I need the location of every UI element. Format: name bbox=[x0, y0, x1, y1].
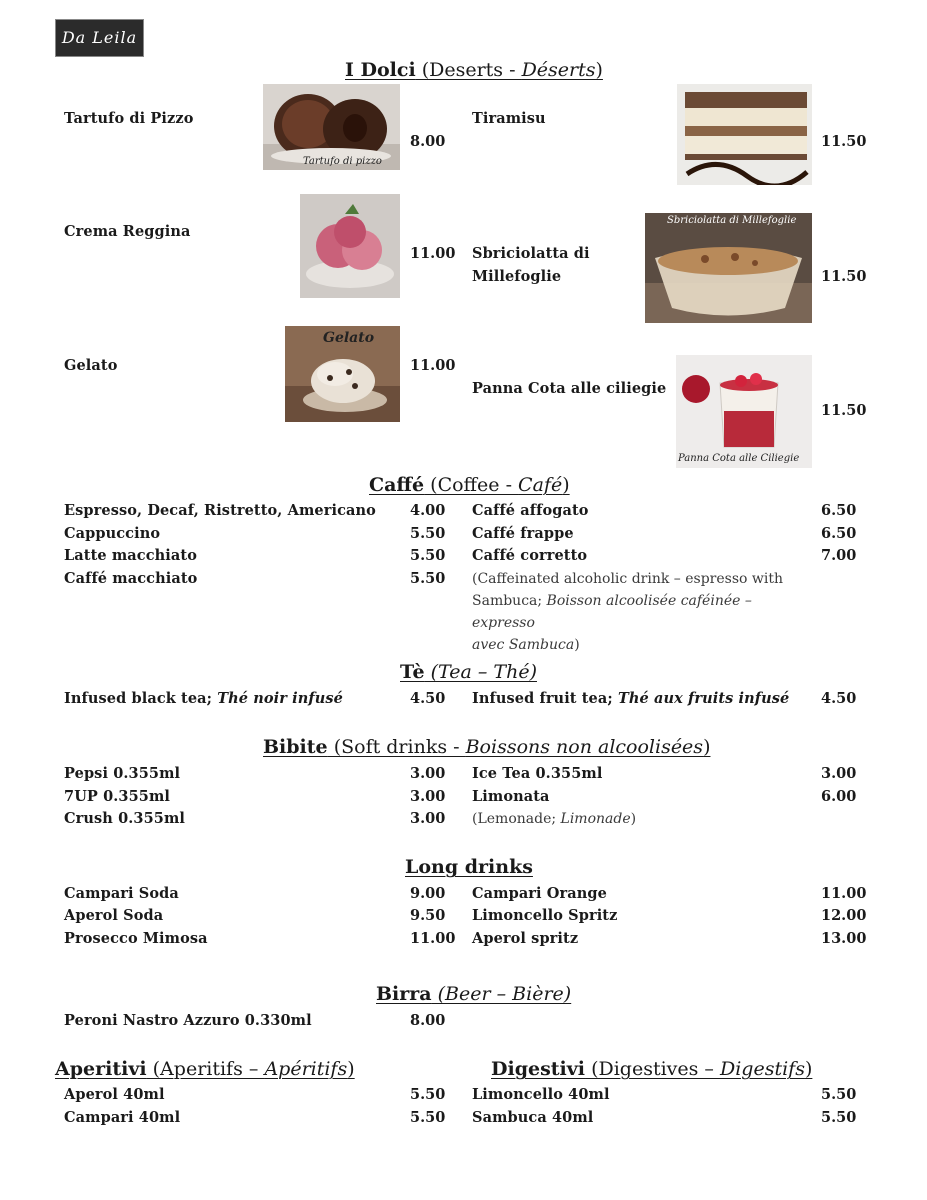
tartufo-photo bbox=[263, 84, 400, 170]
menu-item-name-line2: Millefoglie bbox=[472, 268, 562, 285]
menu-item-price: 7.00 bbox=[821, 547, 857, 564]
menu-item-name: Gelato bbox=[64, 357, 118, 374]
menu-item-price: 5.50 bbox=[410, 525, 446, 542]
menu-item-name: Aperol spritz bbox=[472, 930, 579, 947]
menu-item-price: 11.50 bbox=[821, 133, 867, 150]
menu-item-price: 5.50 bbox=[410, 1086, 446, 1103]
menu-item-price: 11.50 bbox=[821, 268, 867, 285]
panna-cota-photo bbox=[676, 355, 812, 468]
menu-item-name: Sambuca 40ml bbox=[472, 1109, 594, 1126]
menu-item-price: 8.00 bbox=[410, 133, 446, 150]
photo-caption: Panna Cota alle Ciliegie bbox=[678, 453, 800, 464]
section-title-tea: Tè (Tea – Thé) bbox=[400, 661, 537, 683]
section-title-beer: Birra (Beer – Bière) bbox=[376, 983, 572, 1005]
menu-item-price: 11.00 bbox=[410, 245, 456, 262]
menu-item-name: Cappuccino bbox=[64, 525, 161, 542]
menu-item-price: 6.00 bbox=[821, 788, 857, 805]
menu-item-price: 9.00 bbox=[410, 885, 446, 902]
menu-item-name: Campari 40ml bbox=[64, 1109, 181, 1126]
menu-item-price: 3.00 bbox=[410, 788, 446, 805]
section-title-aperitifs: Aperitivi (Aperitifs – Apéritifs) bbox=[55, 1058, 355, 1080]
menu-item-name: Latte macchiato bbox=[64, 547, 197, 564]
menu-item-price: 6.50 bbox=[821, 502, 857, 519]
sbriciolatta-photo bbox=[645, 213, 812, 323]
menu-item-price: 11.00 bbox=[410, 930, 456, 947]
menu-item-price: 3.00 bbox=[821, 765, 857, 782]
menu-item-price: 11.00 bbox=[410, 357, 456, 374]
menu-item-price: 3.00 bbox=[410, 810, 446, 827]
menu-item-name: Infused black tea; Thé noir infusé bbox=[64, 690, 343, 707]
menu-item-price: 11.00 bbox=[821, 885, 867, 902]
menu-item-name: Tiramisu bbox=[472, 110, 546, 127]
menu-item-name: Limoncello Spritz bbox=[472, 907, 618, 924]
menu-item-name: Campari Soda bbox=[64, 885, 179, 902]
menu-item-price: 9.50 bbox=[410, 907, 446, 924]
menu-item-price: 8.00 bbox=[410, 1012, 446, 1029]
section-title-long-drinks: Long drinks bbox=[405, 856, 533, 878]
section-title-desserts: I Dolci (Deserts - Déserts) bbox=[345, 59, 603, 81]
menu-item-name: Campari Orange bbox=[472, 885, 607, 902]
menu-item-name: Caffé macchiato bbox=[64, 570, 198, 587]
menu-item-name: Limonata bbox=[472, 788, 550, 805]
menu-item-price: 4.50 bbox=[821, 690, 857, 707]
tiramisu-photo bbox=[677, 84, 812, 185]
menu-item-name: Crema Reggina bbox=[64, 223, 191, 240]
menu-item-name: Caffé corretto bbox=[472, 547, 588, 564]
gelato-photo bbox=[285, 326, 400, 422]
menu-item-name: Caffé frappe bbox=[472, 525, 574, 542]
menu-item-name: Caffé affogato bbox=[472, 502, 589, 519]
menu-item-price: 6.50 bbox=[821, 525, 857, 542]
menu-item-price: 5.50 bbox=[410, 1109, 446, 1126]
menu-item-name: Ice Tea 0.355ml bbox=[472, 765, 603, 782]
menu-item-name: Infused fruit tea; Thé aux fruits infusé bbox=[472, 690, 790, 707]
menu-item-name: Prosecco Mimosa bbox=[64, 930, 208, 947]
caffe-corretto-note: (Caffeinated alcoholic drink – espresso with Sambuca; Boisson alcoolisée caféinée – expresso avec Sambuca) bbox=[472, 571, 783, 653]
section-title-digestifs: Digestivi (Digestives – Digestifs) bbox=[491, 1058, 813, 1080]
menu-item-name: Limoncello 40ml bbox=[472, 1086, 610, 1103]
menu-item-price: 5.50 bbox=[821, 1109, 857, 1126]
menu-item-price: 13.00 bbox=[821, 930, 867, 947]
section-title-soft-drinks: Bibite (Soft drinks - Boissons non alcoolisées) bbox=[263, 736, 711, 758]
menu-item-name-line1: Sbriciolatta di bbox=[472, 245, 590, 262]
menu-item-price: 11.50 bbox=[821, 402, 867, 419]
restaurant-logo: Da Leila bbox=[55, 19, 144, 57]
menu-item-name: Aperol Soda bbox=[64, 907, 164, 924]
menu-item-name: Tartufo di Pizzo bbox=[64, 110, 194, 127]
crema-reggina-photo bbox=[300, 194, 400, 298]
photo-caption: Tartufo di pizzo bbox=[303, 156, 382, 167]
menu-item-name: Crush 0.355ml bbox=[64, 810, 186, 827]
menu-item-price: 12.00 bbox=[821, 907, 867, 924]
menu-item-name: Pepsi 0.355ml bbox=[64, 765, 181, 782]
menu-item-price: 4.50 bbox=[410, 690, 446, 707]
section-title-coffee: Caffé (Coffee - Café) bbox=[369, 474, 570, 496]
menu-item-name: Panna Cota alle ciliegie bbox=[472, 380, 667, 397]
menu-item-name: Aperol 40ml bbox=[64, 1086, 165, 1103]
limonata-note: (Lemonade; Limonade) bbox=[472, 811, 637, 827]
menu-item-price: 4.00 bbox=[410, 502, 446, 519]
menu-item-name: Espresso, Decaf, Ristretto, Americano bbox=[64, 502, 376, 519]
menu-item-name: Peroni Nastro Azzuro 0.330ml bbox=[64, 1012, 312, 1029]
photo-caption: Sbriciolatta di Millefoglie bbox=[667, 215, 797, 226]
menu-item-price: 3.00 bbox=[410, 765, 446, 782]
menu-item-price: 5.50 bbox=[821, 1086, 857, 1103]
photo-caption: Gelato bbox=[323, 330, 375, 346]
menu-item-price: 5.50 bbox=[410, 547, 446, 564]
menu-item-name: 7UP 0.355ml bbox=[64, 788, 171, 805]
menu-item-price: 5.50 bbox=[410, 570, 446, 587]
